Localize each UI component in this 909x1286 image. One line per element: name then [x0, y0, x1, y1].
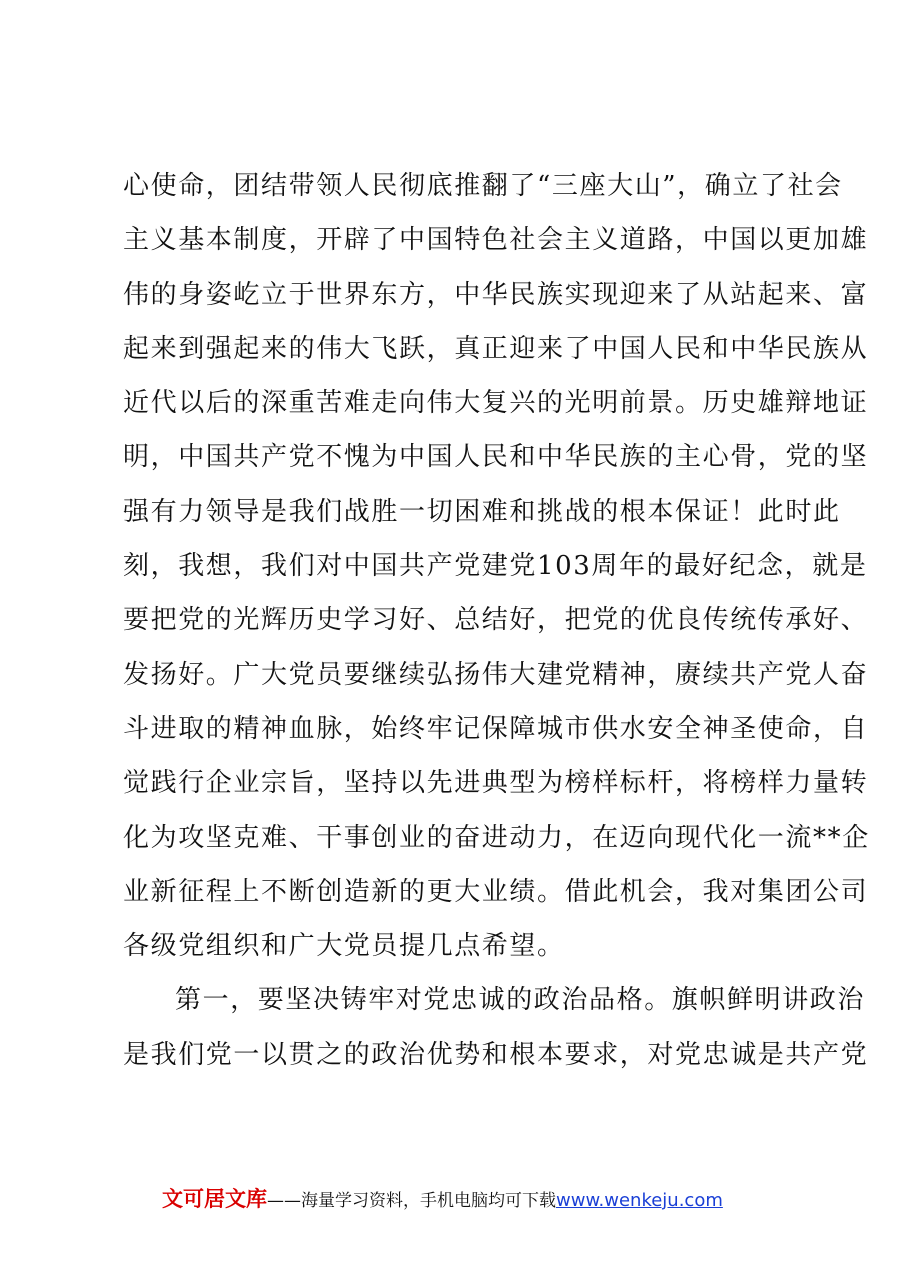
footer-tagline: ——海量学习资料，手机电脑均可下载	[267, 1191, 556, 1211]
text-line: 起来到强起来的伟大飞跃，真正迎来了中国人民和中华民族从	[123, 333, 869, 364]
text-line: 是我们党一以贯之的政治优势和根本要求，对党忠诚是共产党	[123, 1039, 869, 1070]
footer-banner	[162, 1183, 802, 1213]
text-line: 强有力领导是我们战胜一切困难和挑战的根本保证！此时此	[123, 496, 841, 527]
text-line: 刻，我想，我们对中国共产党建党103周年的最好纪念，就是	[123, 551, 868, 582]
text-line: 斗进取的精神血脉，始终牢记保障城市供水安全神圣使命，自	[123, 713, 869, 744]
document-body	[123, 164, 870, 1087]
text-line: 心使命，团结带领人民彻底推翻了“三座大山”，确立了社会	[123, 171, 843, 201]
text-line: 觉践行企业宗旨，坚持以先进典型为榜样标杆，将榜样力量转	[123, 768, 869, 799]
paragraph-first-line: 第一，要坚决铸牢对党忠诚的政治品格。旗帜鲜明讲政治	[175, 985, 866, 1016]
text-line: 业新征程上不断创造新的更大业绩。借此机会，我对集团公司	[123, 876, 869, 907]
text-line: 要把党的光辉历史学习好、总结好，把党的优良传统传承好、	[123, 605, 869, 636]
brand-name: 文可居文库	[162, 1187, 267, 1211]
text-line: 近代以后的深重苦难走向伟大复兴的光明前景。历史雄辩地证	[123, 388, 869, 419]
website-link[interactable]: www.wenkeju.com	[556, 1190, 723, 1211]
text-line: 化为攻坚克难、干事创业的奋进动力，在迈向现代化一流**企	[123, 822, 870, 853]
text-line: 伟的身姿屹立于世界东方，中华民族实现迎来了从站起来、富	[123, 279, 869, 310]
text-line: 发扬好。广大党员要继续弘扬伟大建党精神，赓续共产党人奋	[123, 659, 869, 690]
text-line: 主义基本制度，开辟了中国特色社会主义道路，中国以更加雄	[123, 225, 869, 256]
text-line: 明，中国共产党不愧为中国人民和中华民族的主心骨，党的坚	[123, 442, 869, 473]
text-line: 各级党组织和广大党员提几点希望。	[123, 931, 565, 962]
